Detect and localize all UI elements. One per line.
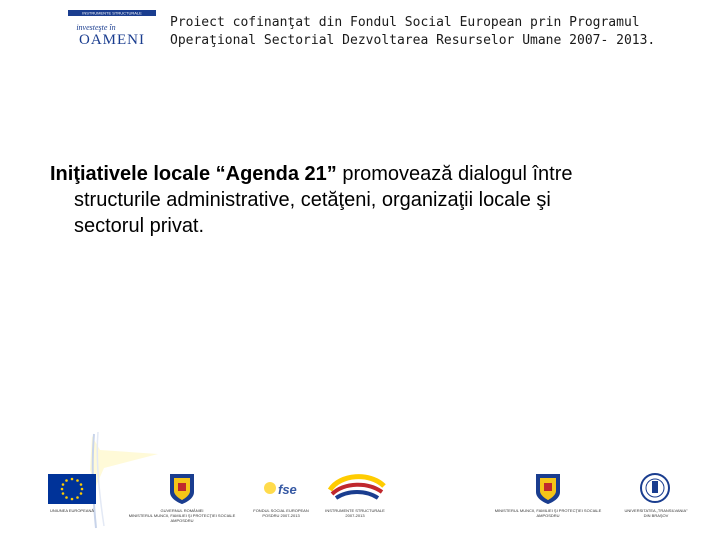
header-line-1: Proiect cofinanţat din Fondul Social European prin Programul [170, 15, 640, 30]
university-caption: UNIVERSITATEA „TRANSILVANIA” DIN BRAŞOV [624, 508, 688, 518]
header-funding-text [170, 14, 710, 50]
decorative-star [90, 436, 158, 486]
main-line-1-rest: promovează dialogul între [336, 163, 573, 185]
main-line-2: structurile administrative, cetăţeni, organizaţii locale şi [74, 189, 551, 211]
eu-flag-icon [48, 474, 96, 504]
svg-text:fse: fse [278, 482, 297, 497]
header-line-2: Operaţional Sectorial Dezvoltarea Resurselor Umane 2007- 2013. [170, 33, 656, 48]
main-line-3: sectorul privat. [74, 215, 205, 237]
main-bold-lead: Iniţiativele locale “Agenda 21” [50, 163, 337, 185]
structural-instruments-icon [330, 477, 384, 498]
university-logo-icon [641, 474, 669, 502]
romania-2-caption: MINISTERUL MUNCII, FAMILIEI ŞI PROTECŢIEI SOCIALE AMPOSDRU [494, 508, 602, 518]
logo-top-text: INSTRUMENTE STRUCTURALE [82, 10, 142, 16]
logo-subtext: investeşte în [76, 23, 116, 32]
logo-word: OAMENI [79, 32, 145, 48]
main-paragraph [50, 161, 700, 239]
romania-coat-2-icon [536, 474, 560, 504]
footer-graphic [0, 428, 720, 540]
eu-caption: UNIUNEA EUROPEANĂ [49, 508, 94, 513]
romania-caption: GUVERNUL ROMÂNIEI MINISTERUL MUNCII, FAMILIEI ŞI PROTECŢIEI SOCIALE AMPOSDRU [128, 508, 236, 523]
romania-coat-icon [170, 474, 194, 504]
fse-caption: FONDUL SOCIAL EUROPEAN POSDRU 2007-2013 [253, 508, 309, 518]
oameni-logo [66, 8, 158, 48]
structural-caption: INSTRUMENTE STRUCTURALE 2007-2013 [325, 508, 385, 518]
footer-logos [0, 428, 720, 540]
fse-logo-icon [264, 482, 297, 497]
